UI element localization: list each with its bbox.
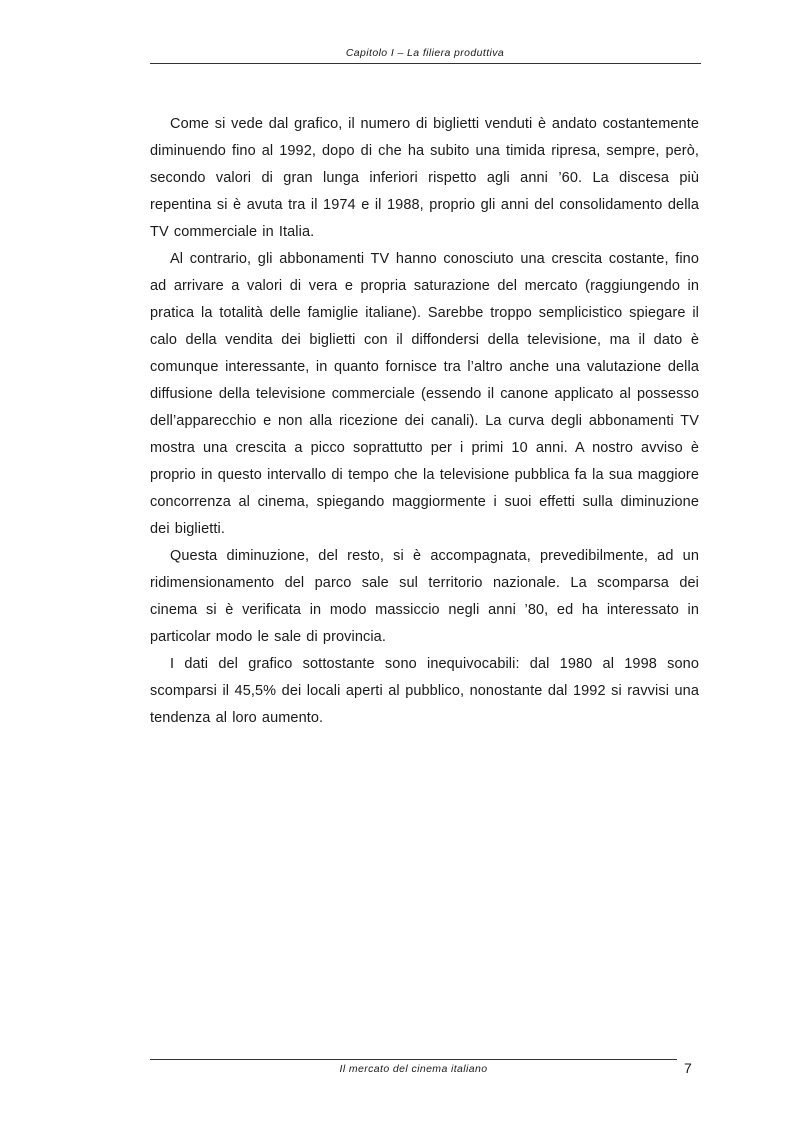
body-text bbox=[150, 111, 699, 732]
paragraph-4: I dati del grafico sottostante sono inequivocabili: dal 1980 al 1998 sono scomparsi il 45,5% dei locali aperti al pubblico, nonostante dal 1992 si ravvisi una tendenza al loro aumento. bbox=[150, 656, 699, 726]
running-footer: Il mercato del cinema italiano bbox=[339, 1063, 488, 1075]
header-rule bbox=[150, 63, 701, 64]
page-number: 7 bbox=[684, 1060, 692, 1076]
paragraph-3: Questa diminuzione, del resto, si è accompagnata, prevedibilmente, ad un ridimensionamento del parco sale sul territorio nazionale. La scomparsa dei cinema si è verificata in modo massiccio negli anni ’80, ed ha interessato in particolar modo le sale di provincia. bbox=[150, 548, 699, 645]
paragraph-1: Come si vede dal grafico, il numero di biglietti venduti è andato costantemente diminuendo fino al 1992, dopo di che ha subito una timida ripresa, sempre, però, secondo valori di gran lunga inferiori rispetto agli anni ’60. La discesa più repentina si è avuta tra il 1974 e il 1988, proprio gli anni del consolidamento della TV commerciale in Italia. bbox=[150, 116, 699, 240]
footer-rule bbox=[150, 1059, 677, 1060]
paragraph-2: Al contrario, gli abbonamenti TV hanno conosciuto una crescita costante, fino ad arrivare a valori di vera e propria saturazione del mercato (raggiungendo in pratica la totalità delle famiglie italiane). Sarebbe troppo semplicistico spiegare il calo della vendita dei biglietti con il diffondersi della televisione, ma il dato è comunque interessante, in quanto fornisce tra l’altro anche una valutazione della diffusione della televisione commerciale (essendo il canone applicato al possesso dell’apparecchio e non alla ricezione dei canali). La curva degli abbonamenti TV mostra una crescita a picco soprattutto per i primi 10 anni. A nostro avviso è proprio in questo intervallo di tempo che la televisione pubblica fa la sua maggiore concorrenza al cinema, spiegando maggiormente i suoi effetti sulla diminuzione dei biglietti. bbox=[150, 251, 699, 537]
running-header: Capitolo I – La filiera produttiva bbox=[345, 47, 505, 59]
